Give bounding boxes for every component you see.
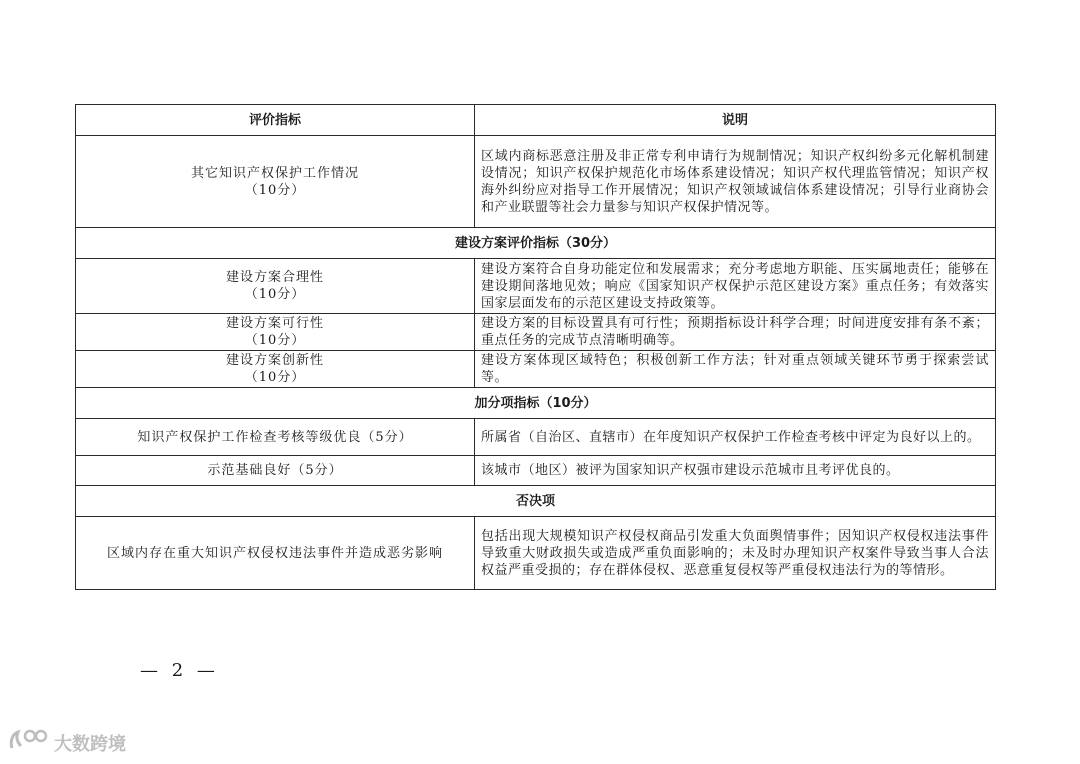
description-cell: 建设方案体现区域特色；积极创新工作方法；针对重点领域关键环节勇于探索尝试等。	[475, 351, 996, 388]
indicator-cell	[76, 259, 475, 314]
description-cell: 建设方案的目标设置具有可行性；预期指标设计科学合理；时间进度安排有条不紊；重点任务的完成节点清晰明确等。	[475, 314, 996, 351]
table-row	[76, 259, 996, 314]
indicator-score: （10分）	[244, 287, 306, 302]
section-row	[76, 486, 996, 517]
description-cell: 包括出现大规模知识产权侵权商品引发重大负面舆情事件；因知识产权侵权违法事件导致重大财政损失或造成严重负面影响的；未及时办理知识产权案件导致当事人合法权益严重受损的；存在群体侵权、恶意重复侵权等严重侵权违法行为的等情形。	[475, 517, 996, 590]
indicator-name: 建设方案可行性	[225, 316, 324, 331]
indicator-name: 建设方案合理性	[225, 270, 324, 285]
indicator-score: （10分）	[244, 370, 306, 385]
indicator-name: 示范基础良好（5分）	[76, 456, 475, 486]
section-title-bonus: 加分项指标（10分）	[76, 388, 996, 419]
header-description: 说明	[475, 105, 996, 136]
description-cell: 建设方案符合自身功能定位和发展需求；充分考虑地方职能、压实属地责任；能够在建设期间落地见效；响应《国家知识产权保护示范区建设方案》重点任务；有效落实国家层面发布的示范区建设支持政策等。	[475, 259, 996, 314]
header-indicator: 评价指标	[76, 105, 475, 136]
table-row	[76, 517, 996, 590]
table-row	[76, 351, 996, 388]
indicator-name: 知识产权保护工作检查考核等级优良（5分）	[76, 419, 475, 456]
section-title-veto: 否决项	[76, 486, 996, 517]
indicator-cell	[76, 314, 475, 351]
indicator-name: 建设方案创新性	[225, 353, 324, 368]
table-header-row	[76, 105, 996, 136]
table-row	[76, 136, 996, 228]
table-row	[76, 456, 996, 486]
indicator-name: 其它知识产权保护工作情况	[190, 165, 359, 181]
table-row	[76, 419, 996, 456]
indicator-score: （10分）	[244, 182, 306, 198]
section-title-plan: 建设方案评价指标（30分）	[76, 228, 996, 259]
evaluation-table	[75, 104, 996, 590]
description-cell: 区域内商标恶意注册及非正常专利申请行为规制情况；知识产权纠纷多元化解机制建设情况；知识产权保护规范化市场体系建设情况；知识产权代理监管情况；知识产权海外纠纷应对指导工作开展情况；知识产权领域诚信体系建设情况；引导行业商协会和产业联盟等社会力量参与知识产权保护情况等。	[475, 136, 996, 228]
section-row	[76, 388, 996, 419]
table-row	[76, 314, 996, 351]
description-cell: 所属省（自治区、直辖市）在年度知识产权保护工作检查考核中评定为良好以上的。	[475, 419, 996, 456]
indicator-cell	[76, 136, 475, 228]
page-number: — 2 —	[140, 660, 219, 681]
indicator-name: 区域内存在重大知识产权侵权违法事件并造成恶劣影响	[76, 517, 475, 590]
indicator-cell	[76, 351, 475, 388]
watermark-logo-icon	[8, 728, 50, 757]
watermark	[8, 728, 126, 757]
description-cell: 该城市（地区）被评为国家知识产权强市建设示范城市且考评优良的。	[475, 456, 996, 486]
indicator-score: （10分）	[244, 333, 306, 348]
watermark-text: 大数跨境	[54, 733, 126, 755]
section-row	[76, 228, 996, 259]
